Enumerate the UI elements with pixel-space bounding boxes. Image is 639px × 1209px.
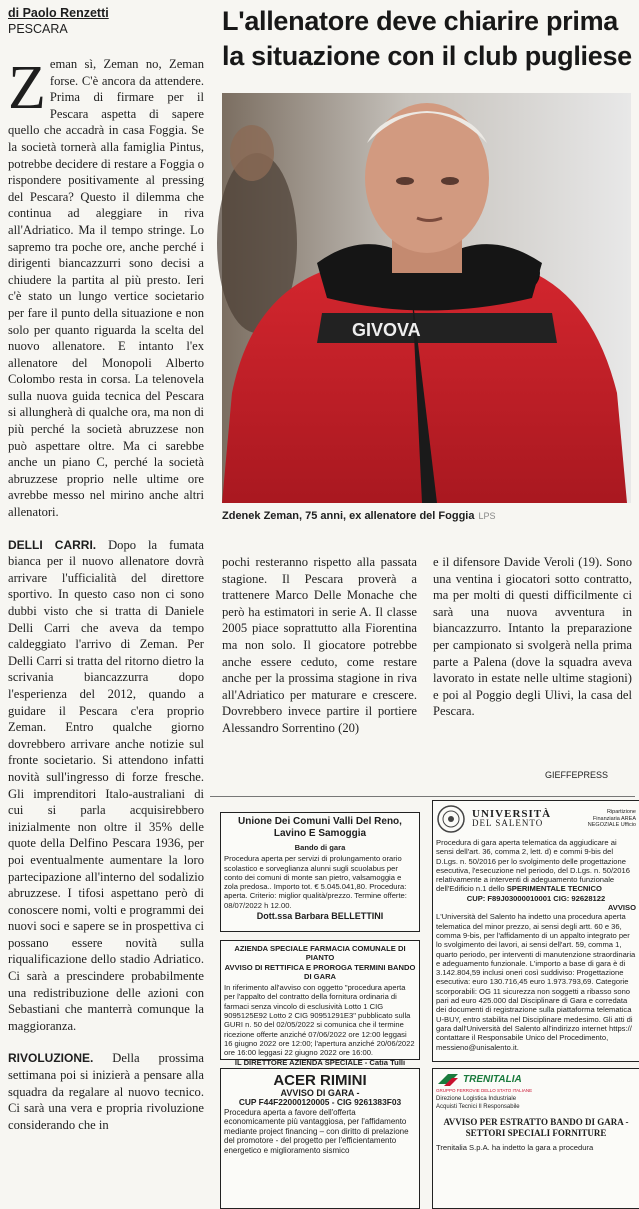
ad-unione-body: Procedura aperta per servizi di prolungamento orario scolastico e sorveglianza alunni sugli scuolabus per conto dei comuni di monte san pietro, valsamoggia e zola predosa.. Importo tot. € 5.045.041,80. Procedura: aperta. Criterio: miglior qualità/prezzo. Termine offerte: 08/07/2022 h 12.00. — [224, 854, 407, 910]
photo-credit: LPS — [478, 511, 496, 521]
paragraph-2: DELLI CARRI. Dopo la fumata bianca per il nuovo allenatore dovrà arrivare l'ufficialità del direttore sportivo. In questo caso non ci sono dubbi visto che si tratta di Daniele Delli Carri che aveva da tempo caldeggiato l'arrivo di Zeman. Per Delli Carri si tratta del ritorno dietro la scrivania biancazzurra dopo l'esperienza del 2012, quando a guidare il Pescara c'era proprio Zeman. Entro qualche giorno dovrebbero arrivare anche notizie sul fronte societario. Si attendono infatti novità sull'ingresso di forze fresche. Gli imprenditori Italo-australiani di cui si parla acquisirebbero inizialmente non oltre il 35% delle quote della Delfino Pescara 1936, per poi eventualmente aumentare la loro partecipazione all'interno del sodalizio abruzzese. I tifosi aspettano però di conoscere nomi, volti e programmi dei nuovi soci e sapere se in prospettiva ci possano essere novità sulla riqualificazione dello stadio Adriatico. Ci sarà a prescindere probabilmente una redistribuzione delle azioni con Sebastiani che manterrà comunque la maggioranza. — [8, 537, 204, 1033]
trenitalia-group: GRUPPO FERROVIE DELLO STATO ITALIANE — [436, 1088, 533, 1093]
ad-farmacia-body: In riferimento all'avviso con oggetto "procedura aperta per l'appalto del contratto della fornitura ordinaria di farmaci senza vincolo di esclusività Lotto 1 CIG 9095125E92 Lotto 2 CIG 90951291E3" pubblicato sulla GURI n. 50 del 02/05/2022 si comunica che il termine ricezione offerte anziché 07/06/2022 ore 12:00 leggasi 16 giugno 2022 ore 12:00; l'apertura anziché 20/06/2022 ore 16:00 leggasi 22 giugno 2022 ore 16:00. — [224, 983, 415, 1058]
author-tag: GIEFFEPRESS — [545, 770, 609, 780]
ad-unione-comuni — [220, 812, 420, 932]
subhead-delli-carri: DELLI CARRI. — [8, 537, 97, 552]
ad-unione-subtitle: Bando di gara — [294, 843, 346, 852]
ad-acer-cup: CUP F44F22000120005 - CIG 9261383F03 — [238, 1097, 402, 1108]
byline: di Paolo Renzetti — [8, 6, 109, 20]
trenitalia-brand: TRENITALIA — [463, 1074, 522, 1086]
photo-zeman — [222, 93, 631, 503]
ad-farmacia-title: AZIENDA SPECIALE FARMACIA COMUNALE DI PIANTO — [234, 944, 406, 963]
dropcap: Z — [8, 54, 46, 122]
ad-acer-subtitle: AVVISO DI GARA - — [280, 1088, 360, 1098]
divider — [210, 796, 635, 797]
university-seal-icon — [436, 804, 466, 834]
trenitalia-title: AVVISO PER ESTRATTO BANDO DI GARA - SETTORI SPECIALI FORNITURE — [443, 1117, 629, 1138]
trenitalia-body: Trenitalia S.p.A. ha indetto la gara a procedura — [436, 1143, 594, 1152]
ad-farmacia — [220, 940, 420, 1067]
column-2 — [222, 554, 417, 737]
trenitalia-logo-icon — [436, 1072, 460, 1088]
ad-salento-name2: DEL SALENTO — [472, 818, 544, 828]
ad-unione-title: Unione Dei Comuni Valli Del Reno, Lavino E Samoggia — [238, 816, 402, 839]
ad-salento-header — [436, 804, 636, 834]
ad-salento-body1: Procedura di gara aperta telematica da aggiudicare ai sensi dell'art. 36, comma 2, lett. d) e commi 9-bis del D.Lgs. n. 50/2016 per lo svolgimento delle progettazione esecutiva, l'esecuzione nel periodo, del D.Lgs. n. 50/2016 relativamente a interventi di adeguamento funzionale dell'Edificio n.1 dello SPERIMENTALE TECNICO — [436, 838, 630, 894]
ad-salento-note: Ripartizione Finanziaria AREA NEGOZIALE Ufficio — [587, 809, 636, 829]
paragraph-5: e il difensore Davide Veroli (19). Sono una ventina i giocatori sotto contratto, ma per molti di questi difficilmente ci sarà una nuova avventura in biancazzurro. Intanto la preparazione per campionato si svolgerà nella prima parte a Palena (dove la squadra aveva lavorato in estate nelle ultime stagioni) e poi al Poggio degli Ulivi, la casa del Pescara. — [433, 555, 632, 719]
ad-salento-body2: L'Università del Salento ha indetto una procedura aperta telematica del minor prezzo, ai sensi degli artt. 60 e 36, comma 9-bis, per l'affidamento di un appalto integrato per lo svolgimento dei lavori, ai sensi dell'art. 59, comma 1, quarto periodo, per interventi di manutenzione straordinaria e adeguamento funzionale. L'importo a base di gara è di 3.142.804,59 inclusi oneri così suddiviso: Progettazione esecutiva: euro 130.716,45 euro 1.973.793,69. Categorie scorporabili: OG 11 sicurezza non soggetti a ribasso sono pari ad euro 425.000 dal Disciplinare di Gara e corredata dei documenti di registrazione sulla piattaforma telematica U-BUY, entro stabilita nel Disciplinare medesimo. Gli atti di gara dall'Università del Salento all'indirizzo internet https:// contattare il Responsabile Unico del Procedimento, messieno@unisalento.it. — [436, 912, 636, 1052]
paragraph-3: RIVOLUZIONE. Della prossima settimana poi si inizierà a pensare alla squadra da regalare al nuovo tecnico. Ci sarà una vera e propria rivoluzione considerando che in — [8, 1051, 204, 1132]
ad-salento-cup: CUP: F89J03000010001 CIG: 92628122 — [466, 893, 606, 903]
ad-universita-salento — [432, 800, 639, 1062]
coach-photo-illustration — [222, 93, 631, 503]
paragraph-1: Zeman sì, Zeman no, Zeman forse. C'è ancora da attendere. Prima di firmare per il Pescara aspetta di sapere quello che accadrà in casa Foggia. Se la società tornerà alla famiglia Pintus, potrebbe decidere di restare a Foggia o rispondere positivamente al pressing del Pescara? Questo il dilemma che continua ad aleggiare in riva all'Adriatico. Ma il tempo stringe. Lo sapremo tra poche ore, anche perché i dirigenti biancazzurri sono decisi a chiudere la partita al più presto. Ieri c'è stato un lungo vertice societario per fare il punto della situazione e non solo per quanto riguarda la scelta del nuovo allenatore. E intanto l'ex allenatore del Monopoli Alberto Colombo resta in corsa. La telenovela sulla nuova guida tecnica del Pescara si allungherà di qualche ora, ma non di più perché la società abruzzese non può aspettare oltre. Ma ci sarebbe anche un piano C, perché la società abruzzese proprio nelle ultime ore avrebbe messo nel mirino anche altri allenatori. — [8, 54, 204, 520]
ad-farmacia-sign: IL DIRETTORE AZIENDA SPECIALE - Catia Tulli — [234, 1057, 406, 1067]
ad-unione-sign: Dott.ssa Barbara BELLETTINI — [256, 911, 384, 922]
location: PESCARA — [8, 22, 68, 36]
column-1 — [8, 56, 204, 1133]
ad-trenitalia-logo — [436, 1072, 636, 1088]
paragraph-4: pochi resteranno rispetto alla passata stagione. Il Pescara proverà a trattenere Marco Delle Monache che però ha estimatori in serie A. Il classe 2005 piace soprattutto alla Fiorentina ma non solo. Il giocatore potrebbe anche essere ceduto, come restare anche per la prossima stagione in riva all'Adriatico per maturare e crescere. Dovrebbero invece partire il portiere Alessandro Sorrentino (20) — [222, 555, 417, 735]
headline: L'allenatore deve chiarire prima la situazione con il club pugliese — [222, 6, 632, 71]
ad-acer-title: ACER RIMINI — [273, 1072, 367, 1089]
ad-salento-name1: UNIVERSITÀ — [472, 807, 552, 820]
column-3 — [433, 554, 632, 720]
subhead-rivoluzione: RIVOLUZIONE. — [8, 1051, 94, 1066]
ad-acer-body: Procedura aperta a favore dell'offerta economicamente più vantaggiosa, per l'affidamento mediante project financing – con diritto di prelazione del promotore - del progetto per l'efficientamento energetico e miglioramento sismico — [224, 1107, 409, 1155]
ad-acer-rimini — [220, 1068, 420, 1209]
ad-salento-avviso: AVVISO — [607, 903, 636, 913]
ad-farmacia-subtitle: AVVISO DI RETTIFICA E PROROGA TERMINI BANDO DI GARA — [224, 962, 416, 981]
trenitalia-office: Direzione Logistica Industriale Acquisti Tecnici Il Responsabile — [436, 1096, 520, 1110]
photo-caption: Zdenek Zeman, 75 anni, ex allenatore del Foggia LPS — [222, 510, 496, 522]
jacket-brand-text: GIVOVA — [352, 320, 421, 340]
ad-trenitalia — [432, 1068, 639, 1209]
